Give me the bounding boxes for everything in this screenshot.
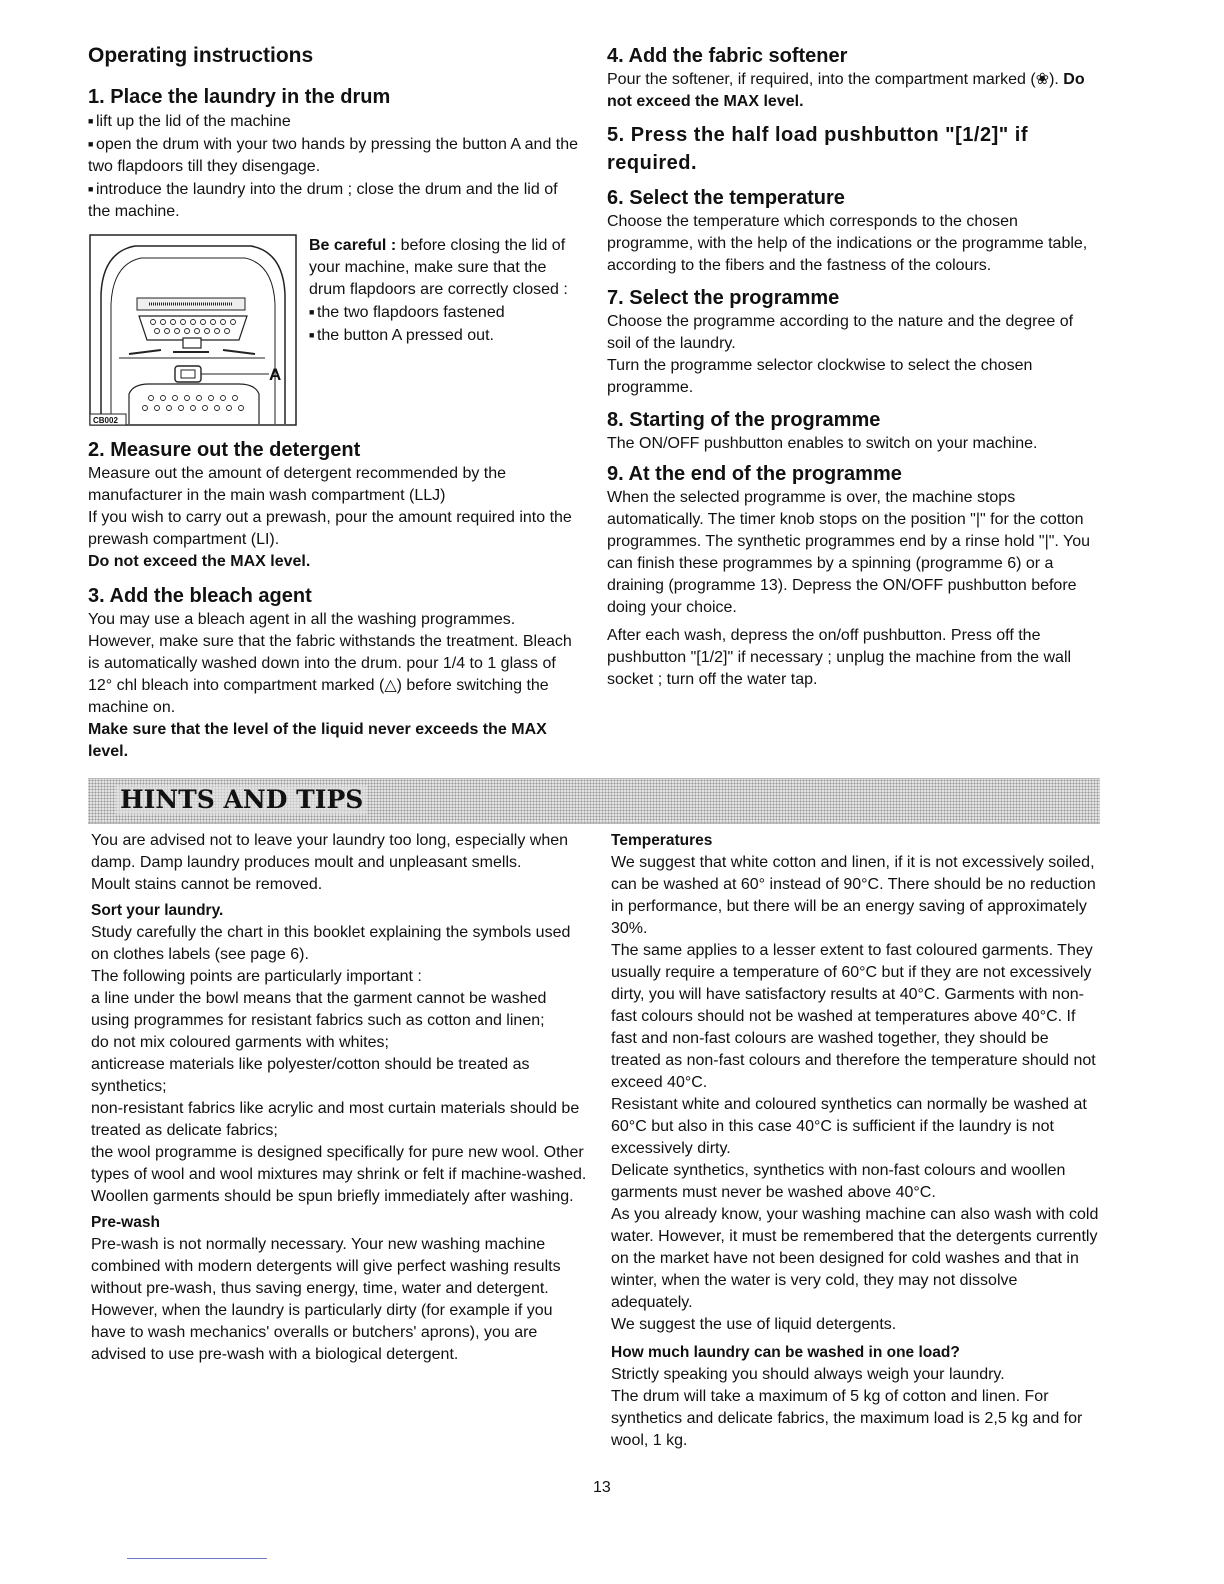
sort-paragraph-7: the wool programme is designed specifically for pure new wool. Other types of wool and wool mixtures may shrink or felt if machine-washed.: [91, 1144, 587, 1183]
s1-bullet-1: ■ lift up the lid of the machine: [88, 110, 584, 133]
load-paragraph-2: The drum will take a maximum of 5 kg of cotton and linen. For synthetics and delicate fabrics, the maximum load is 2,5 kg and for wool, 1 kg.: [611, 1388, 1083, 1449]
careful-bullet-1: ■ the two flapdoors fastened: [309, 301, 584, 324]
careful-bullet-2: ■ the button A pressed out.: [309, 324, 584, 347]
left-column-top: [88, 44, 584, 223]
hints-paragraph-1: You are advised not to leave your laundry too long, especially when damp. Damp laundry produces moult and unpleasant smells.: [91, 832, 569, 871]
prewash-heading: Pre-wash: [91, 1214, 160, 1231]
hints-right-column: [611, 830, 1102, 1452]
section-9-heading: 9. At the end of the programme: [607, 463, 902, 485]
careful-note: [309, 235, 584, 347]
section-6-heading: 6. Select the temperature: [607, 187, 845, 209]
prewash-paragraph-1: Pre-wash is not normally necessary. Your new washing machine combined with modern detergents will give perfect washing results without pre-wash, thus saving energy, time, water and detergent.: [91, 1236, 561, 1297]
s3-warning: Make sure that the level of the liquid never exceeds the MAX level.: [88, 721, 547, 760]
page-title: Operating instructions: [88, 44, 314, 67]
section-8-heading: 8. Starting of the programme: [607, 409, 881, 431]
temperatures-paragraph-2: The same applies to a lesser extent to fast coloured garments. They usually require a temperature of 60°C but if they are not excessively dirty, you will have satisfactory results at 40°C. Garments with non-fast colours should not be washed at temperatures above 40°C. If fast and non-fast colours are washed together, they should be treated as non-fast colours and therefore the temperature should not exceed 40°C.: [611, 942, 1096, 1091]
sort-paragraph-5: anticrease materials like polyester/cotton should be treated as synthetics;: [91, 1056, 530, 1095]
section-3-heading: 3. Add the bleach agent: [88, 585, 312, 607]
s7-paragraph-2: Turn the programme selector clockwise to select the chosen programme.: [607, 357, 1033, 396]
s3-paragraph-1: You may use a bleach agent in all the washing programmes. However, make sure that the fabric withstands the treatment. Bleach is automatically washed down into the drum. pour 1/4 to 1 glass of 12° chl bleach into compartment marked (△) before switching the machine on.: [88, 611, 572, 716]
careful-label: Be careful :: [309, 237, 397, 254]
right-column-top: [607, 43, 1100, 691]
section-1-heading: 1. Place the laundry in the drum: [88, 86, 391, 108]
s4-warning: Do not exceed the MAX level.: [607, 71, 1085, 110]
temperatures-paragraph-6: We suggest the use of liquid detergents.: [611, 1316, 897, 1333]
section-2-heading: 2. Measure out the detergent: [88, 439, 361, 461]
careful-text: before closing the lid of your machine, make sure that the drum flapdoors are correctly closed :: [309, 237, 568, 298]
left-column-bottom: [88, 437, 584, 763]
hints-title: HINTS AND TIPS: [116, 785, 367, 814]
page-number: 13: [593, 1479, 611, 1496]
temperatures-heading: Temperatures: [611, 832, 713, 849]
s2-paragraph-2: If you wish to carry out a prewash, pour the amount required into the prewash compartment (LI).: [88, 509, 572, 548]
s6-paragraph: Choose the temperature which corresponds to the chosen programme, with the help of the indications or the programme table, according to the fibers and the fastness of the colours.: [607, 213, 1088, 274]
s2-warning: Do not exceed the MAX level.: [88, 553, 311, 570]
hints-left-column: [91, 830, 587, 1366]
temperatures-paragraph-3: Resistant white and coloured synthetics can normally be washed at 60°C but also in this case 40°C is sufficient if the laundry is not excessively dirty.: [611, 1096, 1087, 1157]
s7-paragraph-1: Choose the programme according to the nature and the degree of soil of the laundry.: [607, 313, 1074, 352]
sort-paragraph-3: a line under the bowl means that the garment cannot be washed using programmes for resistant fabrics such as cotton and linen;: [91, 990, 547, 1029]
s1-bullet-3: ■ introduce the laundry into the drum ; close the drum and the lid of the machine.: [88, 178, 584, 223]
sort-paragraph-6: non-resistant fabrics like acrylic and most curtain materials should be treated as delicate fabrics;: [91, 1100, 580, 1139]
s1-bullet-2: ■ open the drum with your two hands by pressing the button A and the two flapdoors till they disengage.: [88, 133, 584, 178]
section-7-heading: 7. Select the programme: [607, 287, 840, 309]
sort-heading: Sort your laundry.: [91, 902, 224, 919]
hints-paragraph-2: Moult stains cannot be removed.: [91, 876, 323, 893]
temperatures-paragraph-4: Delicate synthetics, synthetics with non-fast colours and woollen garments must never be washed above 40°C.: [611, 1162, 1066, 1201]
sort-paragraph-1: Study carefully the chart in this booklet explaining the symbols used on clothes labels (see page 6).: [91, 924, 571, 963]
sort-paragraph-2: The following points are particularly important :: [91, 968, 422, 985]
section-5-heading: 5. Press the half load pushbutton "[1/2]" if required.: [607, 124, 1029, 174]
sort-paragraph-8: Woollen garments should be spun briefly immediately after washing.: [91, 1188, 574, 1205]
s8-paragraph: The ON/OFF pushbutton enables to switch on your machine.: [607, 435, 1038, 452]
load-paragraph-1: Strictly speaking you should always weigh your laundry.: [611, 1366, 1005, 1383]
s4-paragraph: [607, 69, 1100, 113]
figure-label-a: A: [269, 365, 282, 384]
drum-diagram-icon: [89, 234, 297, 426]
sort-paragraph-4: do not mix coloured garments with whites;: [91, 1034, 389, 1051]
s9-paragraph-2: After each wash, depress the on/off pushbutton. Press off the pushbutton "[1/2]" if necessary ; unplug the machine from the wall socket ; turn off the water tap.: [607, 627, 1072, 688]
bottom-rule: [127, 1558, 267, 1559]
load-heading: How much laundry can be washed in one load?: [611, 1344, 960, 1361]
drum-illustration: [89, 234, 297, 426]
s9-paragraph-1: When the selected programme is over, the machine stops automatically. The timer knob stops on the position "|" for the cotton programmes. The synthetic programmes end by a rinse hold "|". You can finish these programmes by a spinning (programme 6) or a draining (programme 13). Depress the ON/OFF pushbutton before doing your choice.: [607, 489, 1091, 616]
s4-text: Pour the softener, if required, into the compartment marked (❀).: [607, 71, 1064, 88]
section-4-heading: 4. Add the fabric softener: [607, 45, 848, 67]
figure-code: CB002: [93, 416, 118, 425]
hints-banner: [88, 778, 1100, 824]
s2-paragraph-1: Measure out the amount of detergent recommended by the manufacturer in the main wash compartment (LLJ): [88, 465, 507, 504]
prewash-paragraph-2: However, when the laundry is particularly dirty (for example if you have to wash mechanics' overalls or butchers' aprons), you are advised to use pre-wash with a biological detergent.: [91, 1302, 553, 1363]
temperatures-paragraph-1: We suggest that white cotton and linen, if it is not excessively soiled, can be washed at 60° instead of 90°C. There should be no reduction in performance, but there will be an energy saving of approximately 30%.: [611, 854, 1096, 937]
careful-paragraph: [309, 235, 584, 301]
temperatures-paragraph-5: As you already know, your washing machine can also wash with cold water. However, it must be remembered that the detergents currently on the market have not been designed for cold washes and that in winter, when the water is very cold, they may not dissolve adequately.: [611, 1206, 1099, 1311]
